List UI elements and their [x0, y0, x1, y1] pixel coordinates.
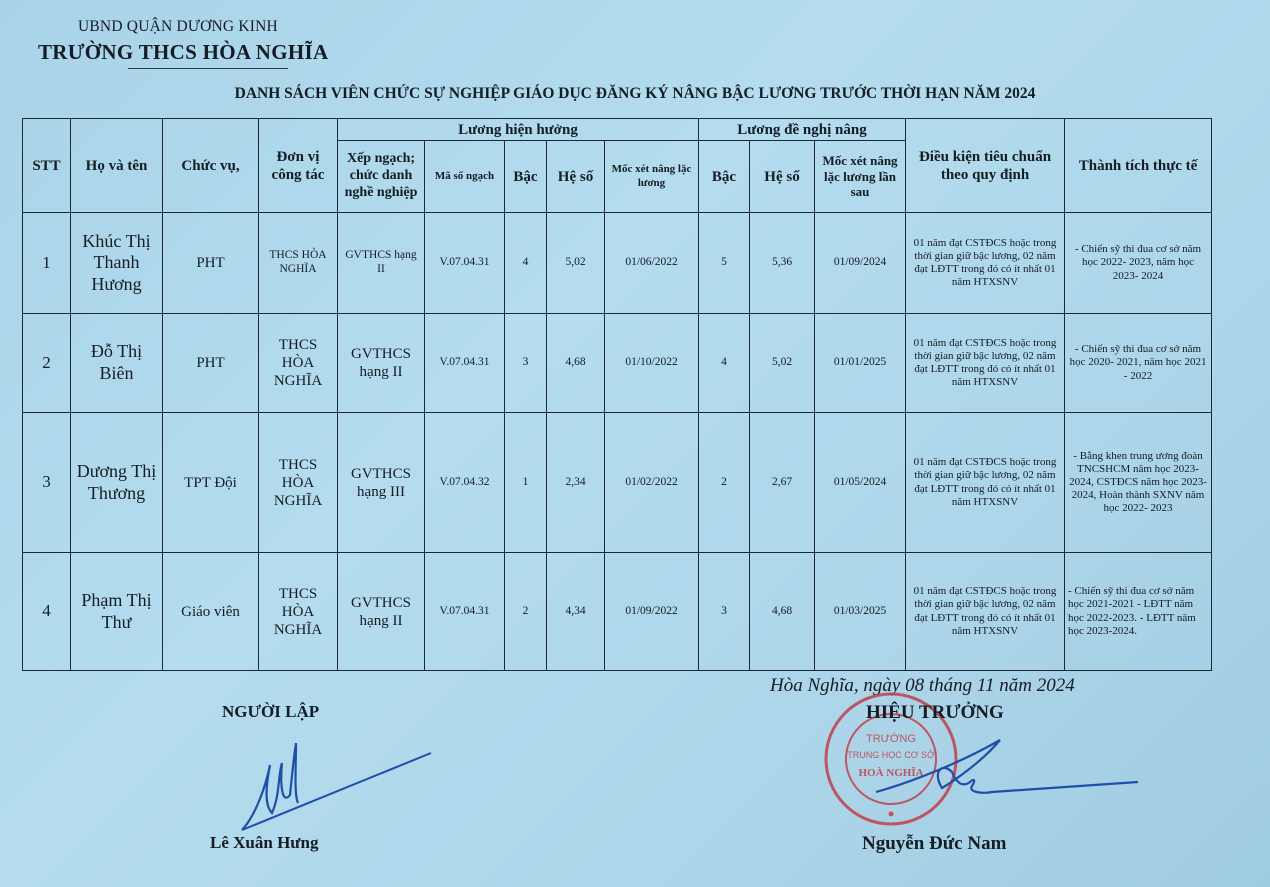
header-new-coef: Hệ số	[750, 141, 815, 213]
cell-name: Đỗ Thị Biên	[71, 314, 163, 413]
cell-name: Phạm Thị Thư	[71, 553, 163, 671]
cell-coef: 4,68	[547, 314, 605, 413]
cell-milestone: 01/02/2022	[605, 413, 699, 553]
cell-rank: GVTHCS hạng II	[338, 213, 425, 314]
cell-unit: THCS HÒA NGHĨA	[259, 314, 338, 413]
svg-text:TRUNG HỌC CƠ SỞ: TRUNG HỌC CƠ SỞ	[847, 750, 935, 760]
header-rank: Xếp ngạch; chức danh nghề nghiệp	[338, 141, 425, 213]
cell-milestone: 01/09/2022	[605, 553, 699, 671]
cell-rank: GVTHCS hạng II	[338, 314, 425, 413]
header-proposed-salary: Lương đề nghị nâng	[699, 119, 906, 141]
header-unit: Đơn vị công tác	[259, 119, 338, 213]
header-name: Họ và tên	[71, 119, 163, 213]
header-next-milestone: Mốc xét nâng lặc lương lần sau	[815, 141, 906, 213]
cell-position: PHT	[163, 314, 259, 413]
preparer-name: Lê Xuân Hưng	[210, 833, 319, 852]
header-code: Mã số ngạch	[425, 141, 505, 213]
cell-name: Dương Thị Thương	[71, 413, 163, 553]
header-position: Chức vụ,	[163, 119, 259, 213]
cell-new-coef: 5,02	[750, 314, 815, 413]
cell-new-coef: 5,36	[750, 213, 815, 314]
cell-position: PHT	[163, 213, 259, 314]
cell-code: V.07.04.32	[425, 413, 505, 553]
cell-coef: 2,34	[547, 413, 605, 553]
salary-table	[22, 118, 1212, 671]
cell-next-milestone: 01/03/2025	[815, 553, 906, 671]
table-row	[23, 553, 1212, 671]
table-row	[23, 213, 1212, 314]
header-conditions: Điều kiện tiêu chuẩn theo quy định	[906, 119, 1065, 213]
header-new-step: Bậc	[699, 141, 750, 213]
preparer-signature-icon	[236, 735, 436, 835]
cell-position: TPT Đội	[163, 413, 259, 553]
cell-achievements: - Bằng khen trung ương đoàn TNCSHCM năm học 2023- 2024, CSTĐCS năm học 2023-2024, Hoàn thành SXNV năm học 2022- 2023	[1065, 413, 1212, 553]
cell-unit: THCS HÒA NGHĨA	[259, 213, 338, 314]
cell-position: Giáo viên	[163, 553, 259, 671]
cell-achievements: - Chiến sỹ thi đua cơ sở năm học 2022- 2023, năm học 2023- 2024	[1065, 213, 1212, 314]
principal-signature-icon	[872, 722, 1142, 802]
org-name: UBND QUẬN DƯƠNG KINH	[78, 18, 278, 35]
cell-stt: 3	[23, 413, 71, 553]
header-achievements: Thành tích thực tế	[1065, 119, 1212, 213]
cell-step: 3	[505, 314, 547, 413]
header-current-salary: Lương hiện hưởng	[338, 119, 699, 141]
cell-new-step: 5	[699, 213, 750, 314]
cell-rank: GVTHCS hạng III	[338, 413, 425, 553]
svg-text:HOÀ NGHĨA: HOÀ NGHĨA	[858, 767, 924, 779]
cell-rank: GVTHCS hạng II	[338, 553, 425, 671]
cell-coef: 5,02	[547, 213, 605, 314]
cell-new-coef: 2,67	[750, 413, 815, 553]
cell-unit: THCS HÒA NGHĨA	[259, 413, 338, 553]
cell-conditions: 01 năm đạt CSTĐCS hoặc trong thời gian giữ bậc lương, 02 năm đạt LĐTT trong đó có ít nhất 01 năm HTXSNV	[906, 413, 1065, 553]
cell-new-step: 2	[699, 413, 750, 553]
cell-step: 4	[505, 213, 547, 314]
table-row	[23, 314, 1212, 413]
header-milestone: Mốc xét nâng lặc lương	[605, 141, 699, 213]
school-name: TRƯỜNG THCS HÒA NGHĨA	[38, 40, 329, 64]
cell-conditions: 01 năm đạt CSTĐCS hoặc trong thời gian giữ bậc lương, 02 năm đạt LĐTT trong đó có ít nhất 01 năm HTXSNV	[906, 314, 1065, 413]
cell-conditions: 01 năm đạt CSTĐCS hoặc trong thời gian giữ bậc lương, 02 năm đạt LĐTT trong đó có ít nhất 01 năm HTXSNV	[906, 213, 1065, 314]
svg-text:TRƯỜNG: TRƯỜNG	[866, 733, 916, 745]
cell-stt: 4	[23, 553, 71, 671]
cell-milestone: 01/10/2022	[605, 314, 699, 413]
principal-title: HIỆU TRƯỞNG	[866, 702, 1004, 723]
preparer-title: NGƯỜI LẬP	[222, 702, 320, 721]
cell-conditions: 01 năm đạt CSTĐCS hoặc trong thời gian giữ bậc lương, 02 năm đạt LĐTT trong đó có ít nhất 01 năm HTXSNV	[906, 553, 1065, 671]
cell-stt: 2	[23, 314, 71, 413]
cell-new-coef: 4,68	[750, 553, 815, 671]
cell-milestone: 01/06/2022	[605, 213, 699, 314]
cell-next-milestone: 01/05/2024	[815, 413, 906, 553]
cell-name: Khúc Thị Thanh Hương	[71, 213, 163, 314]
cell-next-milestone: 01/09/2024	[815, 213, 906, 314]
cell-unit: THCS HÒA NGHĨA	[259, 553, 338, 671]
cell-step: 2	[505, 553, 547, 671]
cell-coef: 4,34	[547, 553, 605, 671]
document-title: DANH SÁCH VIÊN CHỨC SỰ NGHIỆP GIÁO DỤC ĐĂNG KÝ NÂNG BẬC LƯƠNG TRƯỚC THỜI HẠN NĂM 2024	[234, 85, 1036, 102]
cell-new-step: 3	[699, 553, 750, 671]
cell-stt: 1	[23, 213, 71, 314]
cell-next-milestone: 01/01/2025	[815, 314, 906, 413]
header-coef: Hệ số	[547, 141, 605, 213]
cell-achievements: - Chiến sỹ thi đua cơ sở năm học 2020- 2021, năm học 2021 - 2022	[1065, 314, 1212, 413]
cell-code: V.07.04.31	[425, 553, 505, 671]
header-stt: STT	[23, 119, 71, 213]
cell-step: 1	[505, 413, 547, 553]
cell-new-step: 4	[699, 314, 750, 413]
date-line: Hòa Nghĩa, ngày 08 tháng 11 năm 2024	[770, 675, 1075, 696]
principal-name: Nguyễn Đức Nam	[862, 833, 1007, 854]
school-underline	[128, 68, 288, 69]
header-step: Bậc	[505, 141, 547, 213]
cell-code: V.07.04.31	[425, 213, 505, 314]
cell-achievements: - Chiến sỹ thi đua cơ sở năm học 2021-2021 - LĐTT năm học 2022-2023. - LĐTT năm học 2023-2024.	[1065, 553, 1212, 671]
table-row	[23, 413, 1212, 553]
cell-code: V.07.04.31	[425, 314, 505, 413]
